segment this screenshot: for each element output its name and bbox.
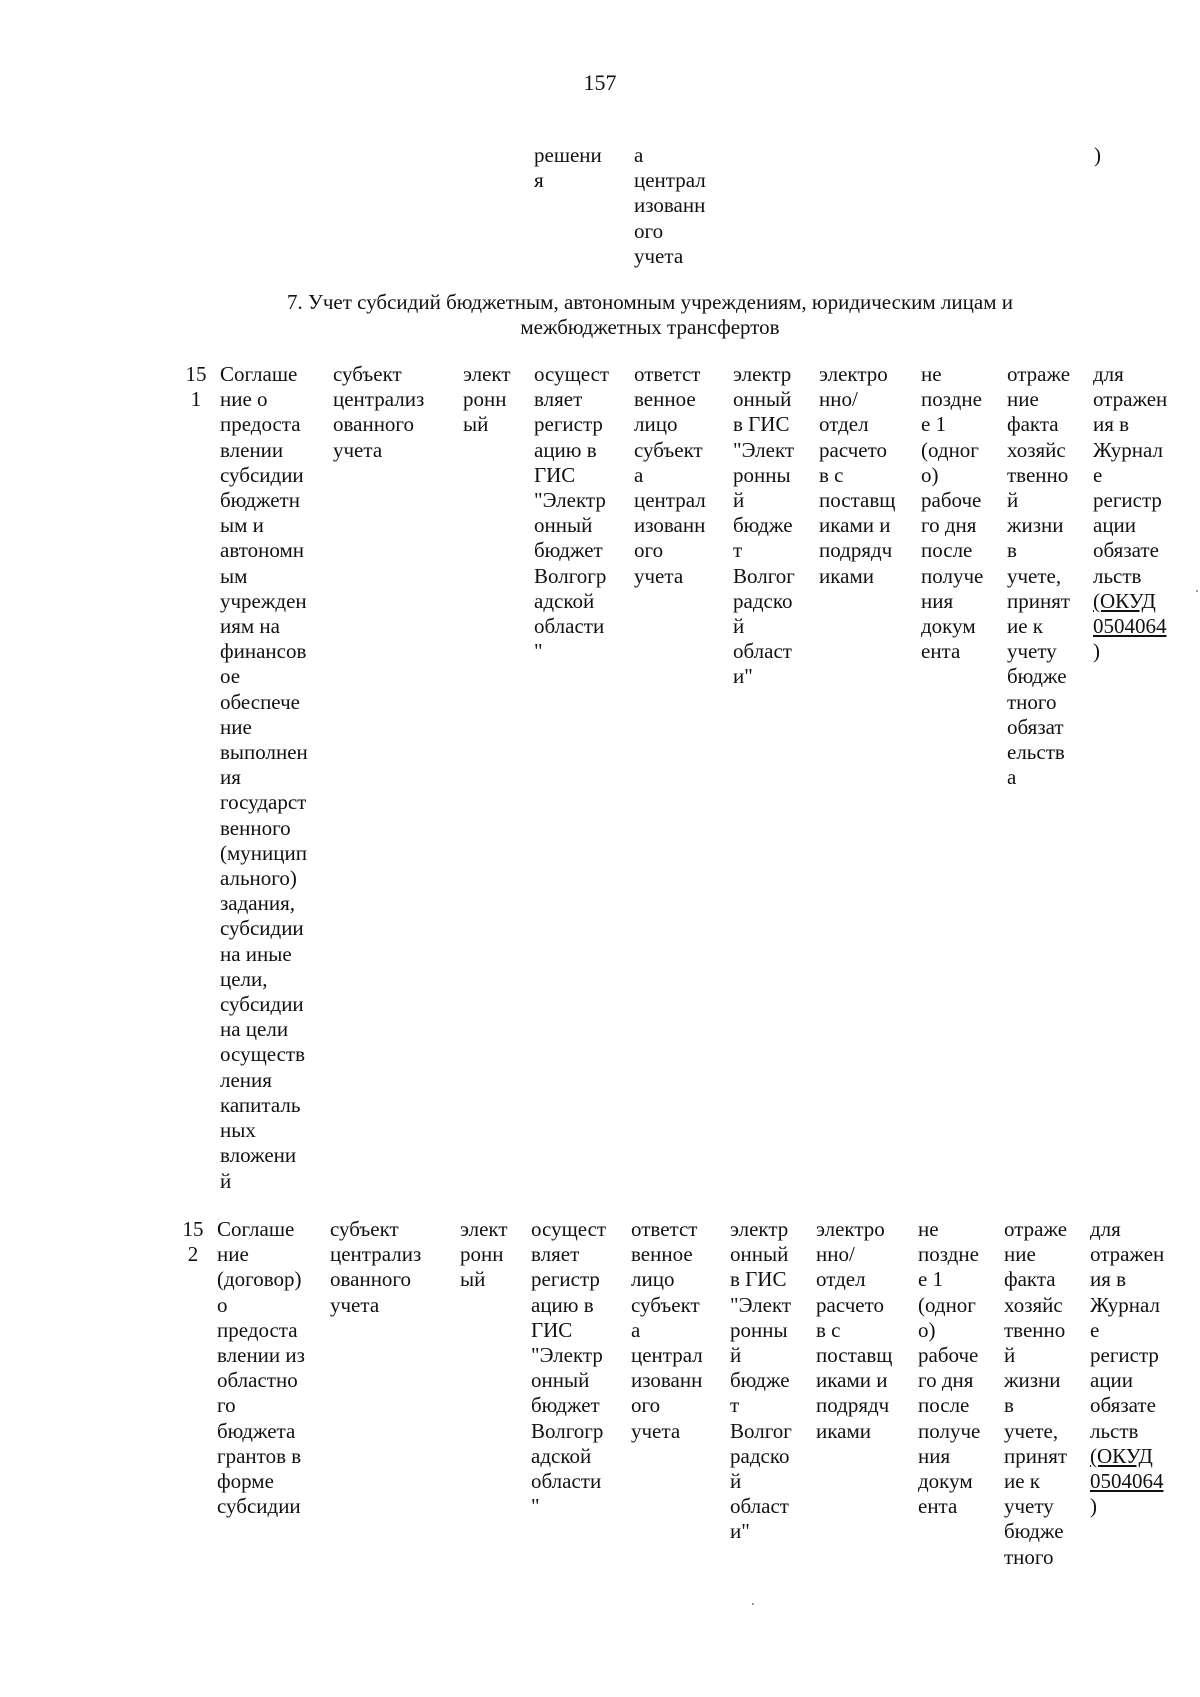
deadline-cell: не поздне е 1 (одног о) рабоче го дня после получе ния докум ента <box>918 1217 981 1519</box>
scan-speck <box>752 1603 754 1605</box>
responsible-cell: ответст венное лицо субъект а централ изованн ого учета <box>631 1217 703 1443</box>
row-number: 15 1 <box>185 362 207 412</box>
system-cell: электр онный в ГИС "Элект ронны й бюдже т Волгог радско й област и" <box>730 1217 792 1544</box>
purpose-text: для отражен ия в Журнал е регистр ации обязате льств <box>1090 1217 1165 1443</box>
format-cell: элект ронн ый <box>460 1217 508 1292</box>
recipient-cell: электро нно/ отдел расчето в с поставщ иками и подрядч иками <box>819 362 896 588</box>
purpose-closing-paren: ) <box>1090 1494 1097 1519</box>
preparer-cell: субъект централиз ованного учета <box>330 1217 422 1317</box>
reflection-cell: отраже ние факта хозяйс твенно й жизни в учете, принят ие к учету бюдже тного <box>1004 1217 1068 1569</box>
row-number: 15 2 <box>182 1217 204 1267</box>
preparer-cell: субъект централиз ованного учета <box>333 362 425 462</box>
page-number: 157 <box>583 70 617 95</box>
recipient-cell: электро нно/ отдел расчето в с поставщ иками и подрядч иками <box>816 1217 893 1443</box>
continued-cell-col-k: ) <box>1094 143 1101 167</box>
action-cell: осущест вляет регистр ацию в ГИС "Электр онный бюджет Волгогр адской области " <box>534 362 610 664</box>
reflection-cell: отраже ние факта хозяйс твенно й жизни в учете, принят ие к учету бюдже тного обязат ельств а <box>1007 362 1071 790</box>
purpose-closing-paren: ) <box>1093 639 1100 664</box>
format-cell: элект ронн ый <box>463 362 511 437</box>
okud-link[interactable]: (ОКУД 0504064 <box>1093 588 1167 639</box>
okud-link[interactable]: (ОКУД 0504064 <box>1090 1443 1164 1494</box>
action-cell: осущест вляет регистр ацию в ГИС "Электр онный бюджет Волгогр адской области " <box>531 1217 607 1519</box>
purpose-cell <box>1090 1217 1164 1519</box>
continued-cell-col-f: а централ изованн ого учета <box>634 143 706 268</box>
purpose-cell <box>1093 362 1167 664</box>
document-name-cell: Соглаше ние (договор) о предоста влении из областно го бюджета грантов в форме субсидии <box>217 1217 305 1519</box>
document-name-cell: Соглаше ние о предоста влении субсидии бюджетн ым и автономн ым учрежден иям на финансов ое обеспече ние выполнен ия государст венного (муницип ального) задания, субсидии на иные цели, субсидии на цели осуществ ления капиталь ных вложени й <box>220 362 308 1193</box>
scan-speck <box>1196 590 1198 592</box>
purpose-text: для отражен ия в Журнал е регистр ации обязате льств <box>1093 362 1168 588</box>
system-cell: электр онный в ГИС "Элект ронны й бюдже т Волгог радско й област и" <box>733 362 795 689</box>
continued-cell-col-e: решени я <box>534 143 602 193</box>
deadline-cell: не поздне е 1 (одног о) рабоче го дня после получе ния докум ента <box>921 362 984 664</box>
responsible-cell: ответст венное лицо субъект а централ изованн ого учета <box>634 362 706 588</box>
section-heading: 7. Учет субсидий бюджетным, автономным учреждениям, юридическим лицам и межбюджетных трансфертов <box>286 290 1014 339</box>
